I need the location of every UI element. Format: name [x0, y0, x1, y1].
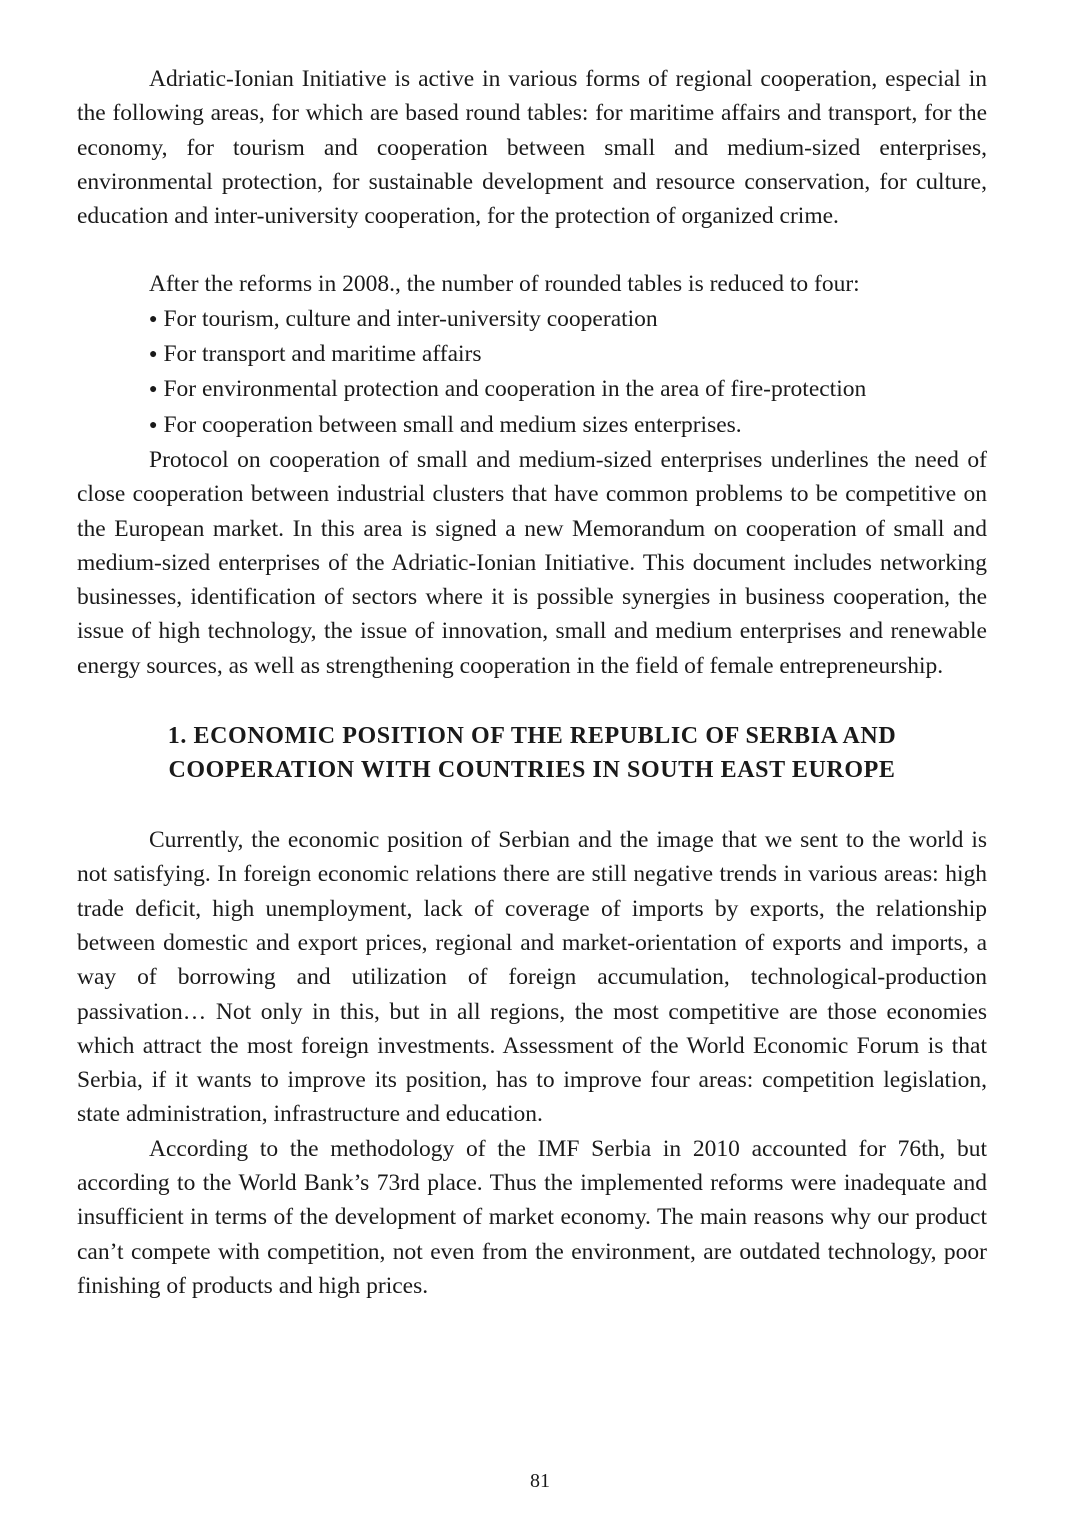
section-heading: 1. ECONOMIC POSITION OF THE REPUBLIC OF SERBIA AND COOPERATION WITH COUNTRIES IN SOUTH EAST EUROPE	[167, 723, 897, 784]
bullet-icon: ●	[149, 311, 158, 327]
economic-position-paragraph: Currently, the economic position of Serbian and the image that we sent to the world is not satisfying. In foreign economic relations there are still negative trends in various areas: high trade deficit, high unemployment, lack of coverage of imports by exports, the relationship between domestic and export prices, regional and market-orientation of exports and imports, a way of borrowing and utilization of foreign accumulation, technological-production passivation… Not only in this, but in all regions, the most competitive are those economies which attract the most foreign investments. Assessment of the World Economic Forum is that Serbia, if it wants to improve its position, has to improve four areas: competition legislation, state administration, infrastructure and education.	[77, 827, 987, 1128]
intro-paragraph: Adriatic-Ionian Initiative is active in various forms of regional cooperation, especial in the following areas, for which are based round tables: for maritime affairs and transport, for the economy, for tourism and cooperation between small and medium-sized enterprises, environmental protection, for sustainable development and resource conservation, for culture, education and inter-university cooperation, for the protection of organized crime.	[77, 66, 987, 230]
list-item-text: For tourism, culture and inter-university cooperation	[163, 305, 658, 332]
protocol-paragraph: Protocol on cooperation of small and medium-sized enterprises underlines the need of close cooperation between industrial clusters that have common problems to be competitive on the European market. In this area is signed a new Memorandum on cooperation of small and medium-sized enterprises of the Adriatic-Ionian Initiative. This document includes networking businesses, identification of sectors where it is possible synergies in business cooperation, the issue of high technology, the issue of innovation, small and medium enterprises and renewable energy sources, as well as strengthening cooperation in the field of female entrepreneurship.	[77, 446, 987, 679]
paragraph-spacer	[77, 233, 987, 267]
list-item-text: For cooperation between small and medium sizes enterprises.	[163, 411, 742, 438]
list-item-text: For environmental protection and cooperation in the area of fire-protection	[163, 376, 867, 403]
list-item-text: For transport and maritime affairs	[163, 341, 482, 368]
list-item	[149, 408, 987, 443]
heading-spacer-bottom	[77, 787, 987, 823]
heading-spacer-top	[77, 683, 987, 719]
list-item	[149, 337, 987, 372]
list-item	[149, 372, 987, 407]
bullet-icon: ●	[149, 347, 158, 363]
list-item	[149, 302, 987, 337]
bullet-icon: ●	[149, 382, 158, 398]
reforms-lead-paragraph: After the reforms in 2008., the number of rounded tables is reduced to four:	[149, 271, 860, 298]
document-page	[77, 62, 987, 1303]
round-tables-list	[77, 302, 987, 443]
imf-ranking-paragraph: According to the methodology of the IMF Serbia in 2010 accounted for 76th, but according to the World Bank’s 73rd place. Thus the implemented reforms were inadequate and insufficient in terms of the development of market economy. The main reasons why our product can’t compete with competition, not even from the environment, are outdated technology, poor finishing of products and high prices.	[77, 1135, 987, 1299]
page-number: 81	[530, 1470, 550, 1492]
bullet-icon: ●	[149, 417, 158, 433]
